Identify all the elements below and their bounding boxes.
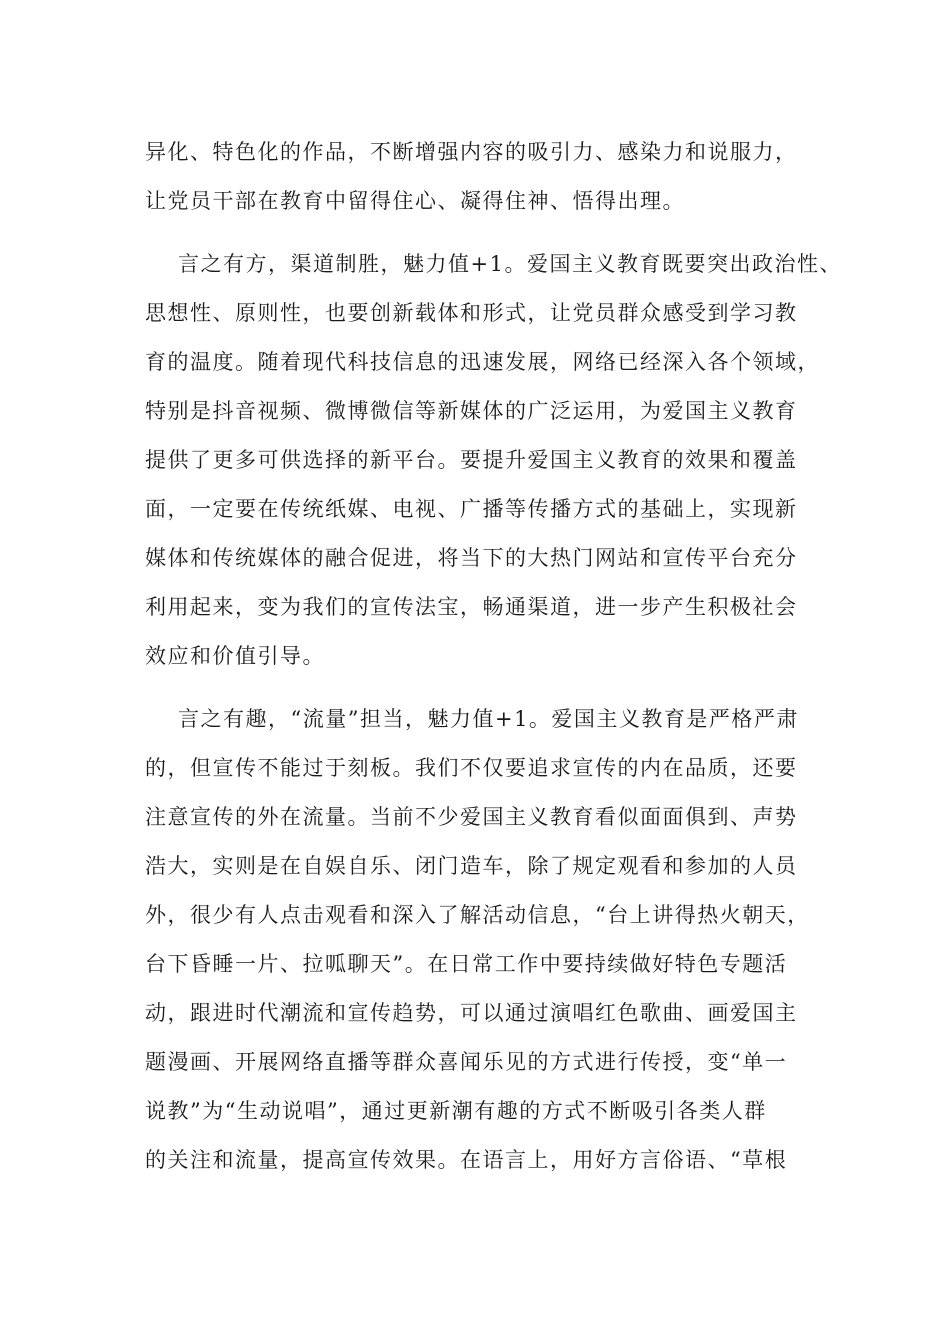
text-line: 提供了更多可供选择的新平台。要提升爱国主义教育的效果和覆盖	[145, 448, 798, 472]
text-line: 浩大，实则是在自娱自乐、闭门造车，除了规定观看和参加的人员	[145, 854, 798, 878]
text-line: 面，一定要在传统纸媒、电视、广播等传播方式的基础上，实现新	[145, 497, 798, 521]
text-line: 效应和价值引导。	[145, 644, 325, 668]
text-line: 思想性、原则性，也要创新载体和形式，让党员群众感受到学习教	[145, 301, 798, 325]
text-line: 媒体和传统媒体的融合促进，将当下的大热门网站和宣传平台充分	[145, 546, 798, 570]
text-line: 让党员干部在教育中留得住心、凝得住神、悟得出理。	[145, 189, 685, 213]
text-line: 说教”为“生动说唱”，通过更新潮有趣的方式不断吸引各类人群	[145, 1099, 767, 1123]
text-line: 题漫画、开展网络直播等群众喜闻乐见的方式进行传授，变“单一	[145, 1050, 788, 1074]
text-line: 动，跟进时代潮流和宣传趋势，可以通过演唱红色歌曲、画爱国主	[145, 1001, 798, 1025]
paragraph-start-line: 言之有趣，“流量”担当，魅力值+1。爱国主义教育是严格严肃	[178, 707, 799, 731]
text-line: 异化、特色化的作品，不断增强内容的吸引力、感染力和说服力，	[145, 140, 798, 164]
text-line: 的，但宣传不能过于刻板。我们不仅要追求宣传的内在品质，还要	[145, 756, 798, 780]
paragraph-start-line: 言之有方，渠道制胜，魅力值+1。爱国主义教育既要突出政治性、	[178, 252, 842, 276]
text-line: 注意宣传的外在流量。当前不少爱国主义教育看似面面俱到、声势	[145, 805, 798, 829]
text-line: 育的温度。随着现代科技信息的迅速发展，网络已经深入各个领域，	[145, 350, 820, 374]
text-line: 台下昏睡一片、拉呱聊天”。在日常工作中要持续做好特色专题活	[145, 952, 788, 976]
text-line: 利用起来，变为我们的宣传法宝，畅通渠道，进一步产生积极社会	[145, 595, 798, 619]
text-line: 的关注和流量，提高宣传效果。在语言上，用好方言俗语、“草根	[145, 1148, 788, 1172]
text-line: 外，很少有人点击观看和深入了解活动信息，“台上讲得热火朝天，	[145, 903, 810, 927]
text-line: 特别是抖音视频、微博微信等新媒体的广泛运用，为爱国主义教育	[145, 399, 798, 423]
